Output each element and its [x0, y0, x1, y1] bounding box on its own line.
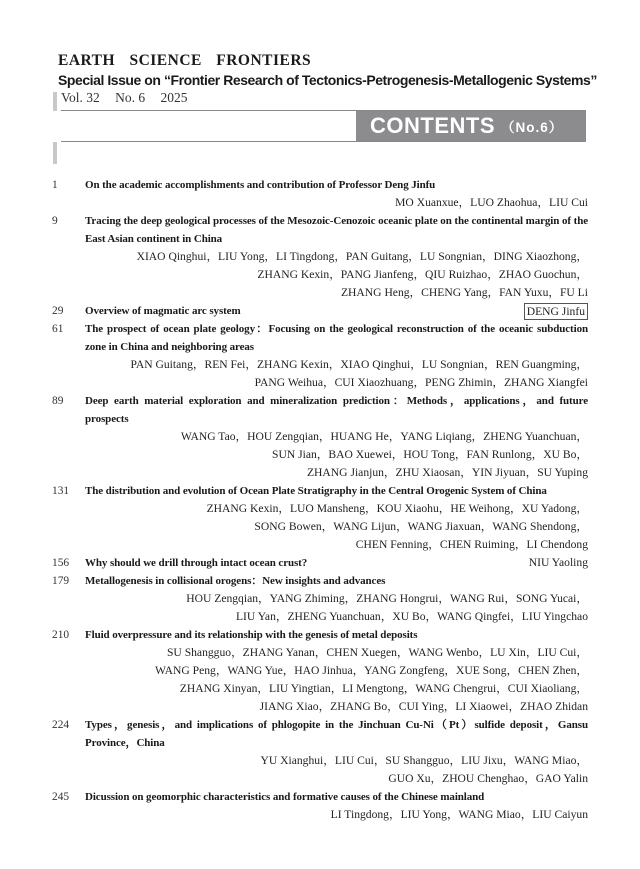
article-title[interactable]: Why should we drill through intact ocean crust?	[85, 557, 308, 569]
article-authors	[52, 590, 588, 626]
article-author: DENG Jinfu	[524, 303, 588, 320]
section-marker-bar	[53, 142, 57, 164]
journal-title: EARTH SCIENCE FRONTIERS	[58, 52, 312, 69]
author-line: XIAO Qinghui，LIU Yong，LI Tingdong，PAN Guitang，LU Songnian，DING Xiaozhong，	[136, 250, 588, 263]
toc-entry[interactable]	[52, 572, 588, 626]
article-authors	[52, 806, 588, 824]
page-number: 131	[52, 485, 70, 497]
page-number: 224	[52, 719, 70, 731]
article-authors	[52, 194, 588, 212]
article-title[interactable]: The distribution and evolution of Ocean Plate Stratigraphy in the Central Orogenic System of China	[85, 485, 547, 497]
author-line: YU Xianghui，LIU Cui，SU Shangguo，LIU Jixu，WANG Miao，	[260, 754, 588, 767]
article-title[interactable]: Types，genesis，and implications of phlogopite in the Jinchuan Cu-Ni（Pt）sulfide deposit，Gansu Province，China	[85, 719, 588, 749]
contents-issue-label: （No.6）	[501, 120, 564, 135]
author-line: SU Shangguo，ZHANG Yanan，CHEN Xuegen，WANG Wenbo，LU Xin，LIU Cui，	[166, 646, 588, 659]
author-line: ZHANG Xinyan，LIU Yingtian，LI Mengtong，WANG Chengrui，CUI Xiaoliang，	[179, 682, 588, 695]
contents-banner	[356, 111, 586, 141]
toc-entry[interactable]	[52, 212, 588, 302]
article-title[interactable]: Tracing the deep geological processes of the Mesozoic-Cenozoic oceanic plate on the continental margin of the East Asian continent in China	[85, 215, 588, 245]
author-line: HOU Zengqian，YANG Zhiming，ZHANG Hongrui，WANG Rui，SONG Yucai，	[186, 592, 588, 605]
toc-entry[interactable]	[52, 392, 588, 482]
author-line: PAN Guitang，REN Fei，ZHANG Kexin，XIAO Qinghui，LU Songnian，REN Guangming，	[130, 358, 588, 371]
toc-entry[interactable]	[52, 626, 588, 716]
article-title[interactable]: Overview of magmatic arc system	[85, 305, 241, 317]
special-issue-title: Special Issue on “Frontier Research of Tectonics-Petrogenesis-Metallogenic Systems”	[58, 72, 597, 88]
toc-entry[interactable]	[52, 554, 588, 572]
author-line: GUO Xu，ZHOU Chenghao，GAO Yalin	[388, 772, 588, 785]
page-number: 61	[52, 323, 64, 335]
article-author: NIU Yaoling	[528, 556, 588, 569]
author-line: SONG Bowen，WANG Lijun，WANG Jiaxuan，WANG Shendong，	[254, 520, 588, 533]
page-number: 1	[52, 179, 58, 191]
volume-number: Vol. 32	[61, 90, 100, 105]
page-number: 89	[52, 395, 64, 407]
author-line: LIU Yan，ZHENG Yuanchuan，XU Bo，WANG Qingfei，LIU Yingchao	[235, 610, 588, 623]
toc-entry[interactable]	[52, 176, 588, 212]
toc-entry[interactable]	[52, 320, 588, 392]
author-line: ZHANG Heng，CHENG Yang，FAN Yuxu，FU Li	[340, 286, 588, 299]
article-title[interactable]: On the academic accomplishments and contribution of Professor Deng Jinfu	[85, 179, 436, 191]
header-rule-bottom	[61, 141, 586, 142]
article-title[interactable]: Metallogenesis in collisional orogens：New insights and advances	[85, 575, 386, 587]
author-line: ZHANG Jianjun，ZHU Xiaosan，YIN Jiyuan，SU Yuping	[306, 466, 588, 479]
page-number: 156	[52, 557, 70, 569]
article-title[interactable]: Dicussion on geomorphic characteristics and formative causes of the Chinese mainland	[85, 791, 485, 803]
table-of-contents	[52, 176, 588, 824]
author-line: SUN Jian，BAO Xuewei，HOU Tong，FAN Runlong，XU Bo，	[272, 448, 588, 461]
article-authors	[52, 248, 588, 302]
article-title[interactable]: Deep earth material exploration and mineralization prediction：Methods，applications，and future prospects	[85, 395, 588, 425]
contents-label: CONTENTS	[370, 113, 495, 138]
author-line: LI Tingdong，LIU Yong，WANG Miao，LIU Caiyun	[330, 808, 588, 821]
article-title[interactable]: The prospect of ocean plate geology：Focusing on the geological reconstruction of the oceanic subduction zone in China and neighboring areas	[85, 323, 588, 353]
article-authors	[52, 428, 588, 482]
page-number: 29	[52, 305, 64, 317]
author-line: WANG Tao，HOU Zengqian，HUANG He，YANG Liqiang，ZHENG Yuanchuan，	[180, 430, 588, 443]
article-authors	[52, 752, 588, 788]
volume-marker-bar	[53, 92, 57, 111]
author-line: MO Xuanxue，LUO Zhaohua，LIU Cui	[395, 196, 588, 209]
toc-entry[interactable]	[52, 716, 588, 788]
page-number: 179	[52, 575, 70, 587]
author-line: PANG Weihua，CUI Xiaozhuang，PENG Zhimin，ZHANG Xiangfei	[254, 376, 588, 389]
issue-year: 2025	[160, 90, 188, 105]
page-number: 210	[52, 629, 70, 641]
toc-entry[interactable]	[52, 302, 588, 320]
issue-number: No. 6	[115, 90, 146, 105]
toc-entry[interactable]	[52, 482, 588, 554]
toc-entry[interactable]	[52, 788, 588, 824]
author-line: ZHANG Kexin，PANG Jianfeng，QIU Ruizhao，ZHAO Guochun，	[257, 268, 588, 281]
article-authors	[52, 500, 588, 554]
article-authors	[52, 356, 588, 392]
author-line: JIANG Xiao，ZHANG Bo，CUI Ying，LI Xiaowei，ZHAO Zhidan	[259, 700, 588, 713]
article-authors	[52, 644, 588, 716]
article-title[interactable]: Fluid overpressure and its relationship with the genesis of metal deposits	[85, 629, 418, 641]
page-number: 9	[52, 215, 58, 227]
page-number: 245	[52, 791, 70, 803]
author-line: WANG Peng，WANG Yue，HAO Jinhua，YANG Zongfeng，XUE Song，CHEN Zhen，	[154, 664, 588, 677]
author-line: ZHANG Kexin，LUO Mansheng，KOU Xiaohu，HE Weihong，XU Yadong，	[206, 502, 588, 515]
author-line: CHEN Fenning，CHEN Ruiming，LI Chendong	[355, 538, 588, 551]
volume-line	[61, 90, 200, 106]
